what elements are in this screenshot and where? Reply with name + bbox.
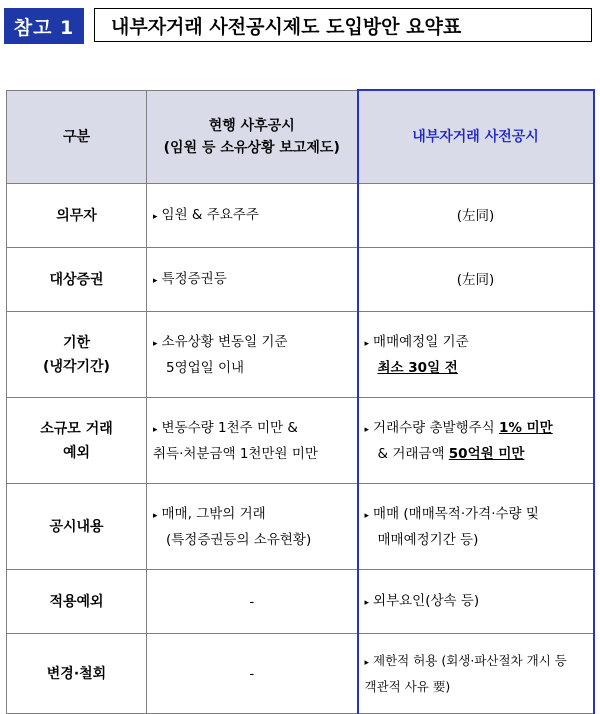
new-cell bbox=[358, 634, 594, 714]
table-row bbox=[7, 312, 594, 398]
cell-text: 변동수량 1천주 미만 & bbox=[161, 419, 298, 436]
row-label: 공시내용 bbox=[7, 484, 147, 570]
table-row bbox=[7, 484, 594, 570]
row-label-line1: 기한 bbox=[62, 334, 91, 351]
current-cell bbox=[147, 398, 358, 484]
current-cell: - bbox=[147, 570, 358, 634]
col-header-current bbox=[147, 90, 358, 184]
section-header bbox=[4, 8, 84, 44]
col-header-current-line1: 현행 사후공시 bbox=[208, 117, 295, 134]
table-row bbox=[7, 184, 594, 248]
row-label: 대상증권 bbox=[7, 248, 147, 312]
new-cell: (左同) bbox=[358, 248, 594, 312]
col-header-new: 내부자거래 사전공시 bbox=[358, 90, 594, 184]
emphasis-text: 1% 미만 bbox=[498, 419, 553, 436]
cell-text: & 거래금액 bbox=[377, 445, 449, 462]
cell-text: 임원 & 주요주주 bbox=[161, 206, 259, 223]
table-row bbox=[7, 248, 594, 312]
current-cell bbox=[147, 248, 358, 312]
bullet-icon: ▸ bbox=[364, 510, 370, 521]
row-label-line2: 예외 bbox=[62, 444, 91, 461]
bullet-icon: ▸ bbox=[153, 510, 158, 521]
current-cell bbox=[147, 484, 358, 570]
bullet-icon: ▸ bbox=[364, 424, 370, 435]
cell-text: 매매, 그밖의 거래 bbox=[161, 505, 266, 522]
row-label-line2: (냉각기간) bbox=[43, 358, 110, 375]
cell-text: 취득·처분금액 1천만원 미만 bbox=[153, 445, 318, 462]
cell-text: (특정증권등의 소유현황) bbox=[166, 531, 312, 548]
row-label: 변경·철회 bbox=[7, 634, 147, 714]
emphasis-text: 50억원 미만 bbox=[448, 445, 525, 462]
row-label bbox=[7, 398, 147, 484]
cell-text: 소유상황 변동일 기준 bbox=[161, 333, 288, 350]
current-cell: - bbox=[147, 634, 358, 714]
new-cell bbox=[358, 484, 594, 570]
row-label bbox=[7, 312, 147, 398]
reference-badge: 참고 1 bbox=[4, 8, 84, 44]
current-cell bbox=[147, 312, 358, 398]
cell-text: 매매예정기간 등) bbox=[377, 531, 479, 548]
bullet-icon: ▸ bbox=[153, 211, 158, 222]
table-row bbox=[7, 570, 594, 634]
summary-table bbox=[6, 89, 595, 714]
bullet-icon: ▸ bbox=[153, 424, 158, 435]
bullet-icon: ▸ bbox=[364, 597, 370, 608]
table-row bbox=[7, 634, 594, 714]
cell-text: 외부요인(상속 등) bbox=[373, 592, 480, 609]
cell-text: 매매 (매매목적·가격·수량 및 bbox=[373, 505, 539, 522]
row-label-line1: 소규모 거래 bbox=[40, 420, 113, 437]
col-header-current-line2: (임원 등 소유상황 보고제도) bbox=[163, 139, 340, 156]
row-label: 적용예외 bbox=[7, 570, 147, 634]
table-row bbox=[7, 398, 594, 484]
emphasis-text: 최소 30일 전 bbox=[377, 359, 458, 376]
cell-text: 거래수량 총발행주식 bbox=[373, 419, 499, 436]
bullet-icon: ▸ bbox=[364, 338, 370, 349]
col-header-category: 구분 bbox=[7, 90, 147, 184]
new-cell bbox=[358, 312, 594, 398]
bullet-icon: ▸ bbox=[153, 275, 158, 286]
new-cell bbox=[358, 570, 594, 634]
page-title: 내부자거래 사전공시제도 도입방안 요약표 bbox=[94, 8, 592, 42]
header-row bbox=[7, 90, 594, 184]
cell-text: 5영업일 이내 bbox=[166, 359, 245, 376]
current-cell bbox=[147, 184, 358, 248]
bullet-icon: ▸ bbox=[364, 657, 370, 668]
new-cell bbox=[358, 398, 594, 484]
new-cell: (左同) bbox=[358, 184, 594, 248]
bullet-icon: ▸ bbox=[153, 338, 158, 349]
row-label: 의무자 bbox=[7, 184, 147, 248]
cell-text: 객관적 사유 要) bbox=[364, 678, 451, 694]
cell-text: 매매예정일 기준 bbox=[373, 333, 469, 350]
cell-text: 특정증권등 bbox=[161, 270, 227, 287]
cell-text: 제한적 허용 (회생·파산절차 개시 등 bbox=[373, 652, 567, 668]
